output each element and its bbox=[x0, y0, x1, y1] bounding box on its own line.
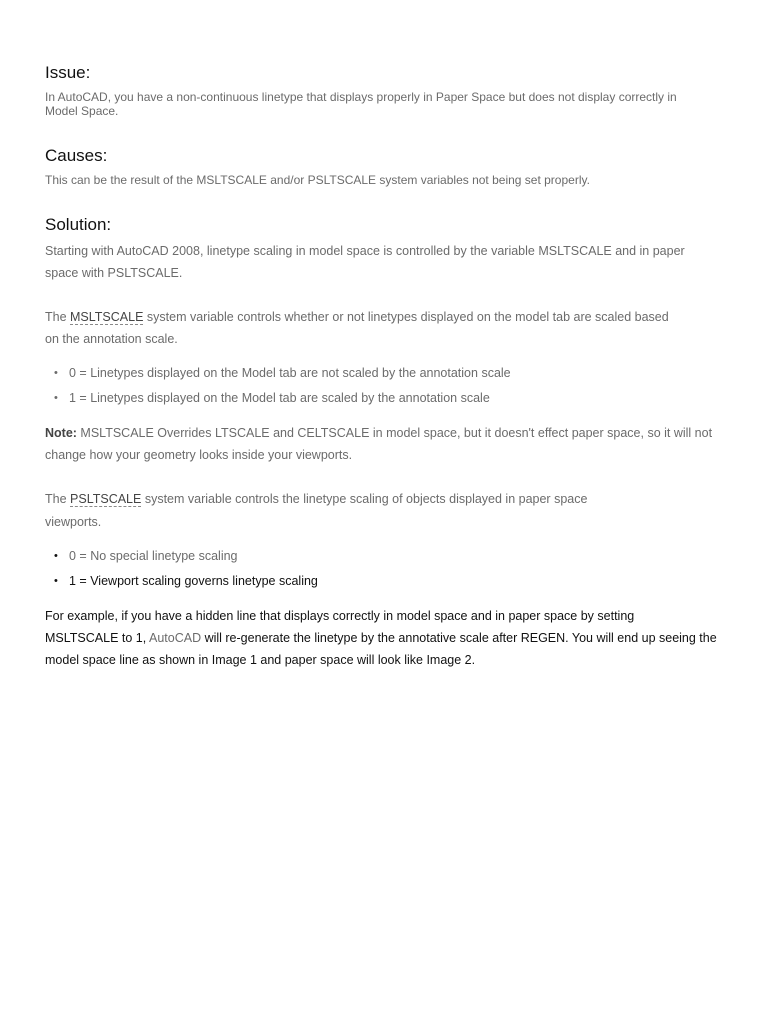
psltscale-paragraph-line-2: viewports. bbox=[45, 515, 102, 529]
solution-intro-line-1: Starting with AutoCAD 2008, linetype scaling in model space is controlled by the variable MSLTSCALE and in paper bbox=[45, 244, 685, 258]
psltscale-values-list bbox=[45, 547, 733, 597]
causes-heading: Causes: bbox=[45, 146, 108, 165]
issue-text-line-2: Model Space. bbox=[45, 104, 119, 118]
note-label: Note: bbox=[45, 426, 77, 440]
autocad-link[interactable]: AutoCAD bbox=[148, 631, 202, 645]
msltscale-paragraph-line-1 bbox=[45, 306, 733, 328]
example-line-2 bbox=[45, 627, 733, 649]
list-item bbox=[69, 547, 733, 572]
example-line-1: For example, if you have a hidden line that displays correctly in model space and in paper space by setting bbox=[45, 609, 635, 623]
example-line-3: model space line as shown in Image 1 and paper space will look like Image 2. bbox=[45, 653, 476, 667]
note-line-2: change how your geometry looks inside your viewports. bbox=[45, 448, 353, 462]
msltscale-values-list bbox=[45, 364, 733, 414]
example-text-a: MSLTSCALE to 1, bbox=[45, 631, 149, 645]
solution-intro-line-2: space with PSLTSCALE. bbox=[45, 266, 183, 280]
issue-heading: Issue: bbox=[45, 63, 91, 82]
msltscale-description: system variable controls whether or not linetypes displayed on the model tab are scaled based bbox=[143, 310, 669, 324]
list-item: • 0 = Linetypes displayed on the Model tab are not scaled by the annotation scale bbox=[69, 364, 733, 389]
issue-text-line-1: In AutoCAD, you have a non-continuous linetype that displays properly in Paper Space but does not display correctly in bbox=[45, 90, 677, 104]
psltscale-description: system variable controls the linetype scaling of objects displayed in paper space bbox=[141, 492, 588, 506]
msltscale-paragraph-line-2: on the annotation scale. bbox=[45, 332, 178, 346]
psltscale-prefix: The bbox=[45, 492, 71, 506]
causes-text: This can be the result of the MSLTSCALE and/or PSLTSCALE system variables not being set properly. bbox=[45, 173, 590, 187]
list-item: • 1 = Linetypes displayed on the Model tab are scaled by the annotation scale bbox=[69, 389, 733, 414]
solution-heading: Solution: bbox=[45, 215, 112, 234]
note-text: MSLTSCALE Overrides LTSCALE and CELTSCALE in model space, but it doesn't effect paper space, so it will not bbox=[76, 426, 713, 440]
psltscale-item-0: 0 = No special linetype scaling bbox=[69, 549, 238, 563]
note-line-1 bbox=[45, 422, 733, 444]
article bbox=[45, 0, 733, 1024]
psltscale-paragraph-line-1 bbox=[45, 488, 733, 510]
list-item: • 1 = Viewport scaling governs linetype scaling bbox=[69, 572, 733, 597]
example-text-b: will re-generate the linetype by the annotative scale after REGEN. You will end up seeing the bbox=[201, 631, 717, 645]
psltscale-term[interactable]: PSLTSCALE bbox=[70, 492, 142, 506]
msltscale-term[interactable]: MSLTSCALE bbox=[70, 310, 144, 324]
msltscale-prefix: The bbox=[45, 310, 71, 324]
